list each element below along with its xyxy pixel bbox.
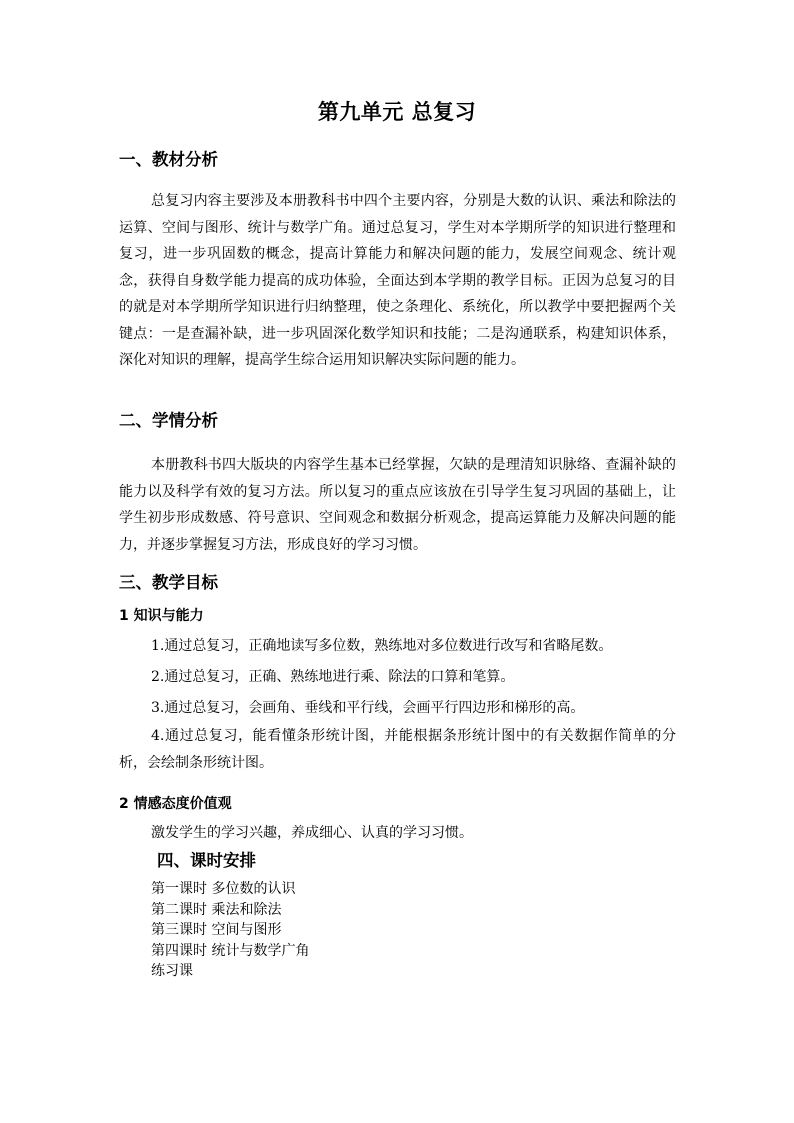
schedule-item: 练习课 bbox=[151, 963, 193, 979]
lesson-schedule-list bbox=[151, 879, 309, 982]
goal-item-2: 2.通过总复习，正确、熟练地进行乘、除法的口算和笔算。 bbox=[151, 669, 515, 685]
schedule-item: 第一课时 多位数的认识 bbox=[151, 881, 296, 897]
schedule-item: 第三课时 空间与图形 bbox=[151, 922, 282, 938]
goal-item-3: 3.通过总复习，会画角、垂线和平行线，会画平行四边形和梯形的高。 bbox=[151, 700, 585, 716]
schedule-item: 第四课时 统计与数学广角 bbox=[151, 942, 310, 959]
subheading-knowledge-ability: 1 知识与能力 bbox=[119, 608, 204, 624]
section-paragraph-student-analysis: 本册教科书四大版块的内容学生基本已经掌握，欠缺的是理清知识脉络、查漏补缺的能力以及科学有效的复习方法。所以复习的重点应该放在引导学生复习巩固的基础上，让学生初步形成数感、符号意识、空间观念和数据分析观念，提高运算能力及解决问题的能力，并逐步掌握复习方法，形成良好的学习习惯。 bbox=[119, 457, 676, 553]
section-heading-textbook-analysis: 一、教材分析 bbox=[119, 150, 218, 169]
section-paragraph-textbook-analysis: 总复习内容主要涉及本册教科书中四个主要内容，分别是大数的认识、乘法和除法的运算、空间与图形、统计与数学广角。通过总复习，学生对本学期所学的知识进行整理和复习，进一步巩固数的概念，提高计算能力和解决问题的能力，发展空间观念、统计观念，获得自身数学能力提高的成功体验，全面达到本学期的教学目标。正因为总复习的目的就是对本学期所学知识进行归纳整理，使之条理化、系统化，所以教学中要把握两个关键点：一是查漏补缺，进一步巩固深化数学知识和技能；二是沟通联系，构建知识体系，深化对知识的理解，提高学生综合运用知识解决实际问题的能力。 bbox=[119, 193, 676, 368]
section-heading-student-analysis: 二、学情分析 bbox=[119, 411, 218, 430]
goal-item-4: 4.通过总复习，能看懂条形统计图，并能根据条形统计图中的有关数据作简单的分析，会绘制条形统计图。 bbox=[119, 728, 676, 771]
section-heading-lesson-schedule: 四、课时安排 bbox=[157, 851, 256, 870]
goal-item-1: 1.通过总复习，正确地读写多位数，熟练地对多位数进行改写和省略尾数。 bbox=[151, 638, 613, 654]
section-heading-teaching-goals: 三、教学目标 bbox=[119, 573, 218, 592]
subheading-attitude-values: 2 情感态度价值观 bbox=[119, 796, 232, 812]
page-title: 第九单元 总复习 bbox=[317, 100, 477, 124]
attitude-values-text: 激发学生的学习兴趣，养成细心、认真的学习习惯。 bbox=[151, 825, 473, 841]
schedule-item: 第二课时 乘法和除法 bbox=[151, 901, 282, 918]
